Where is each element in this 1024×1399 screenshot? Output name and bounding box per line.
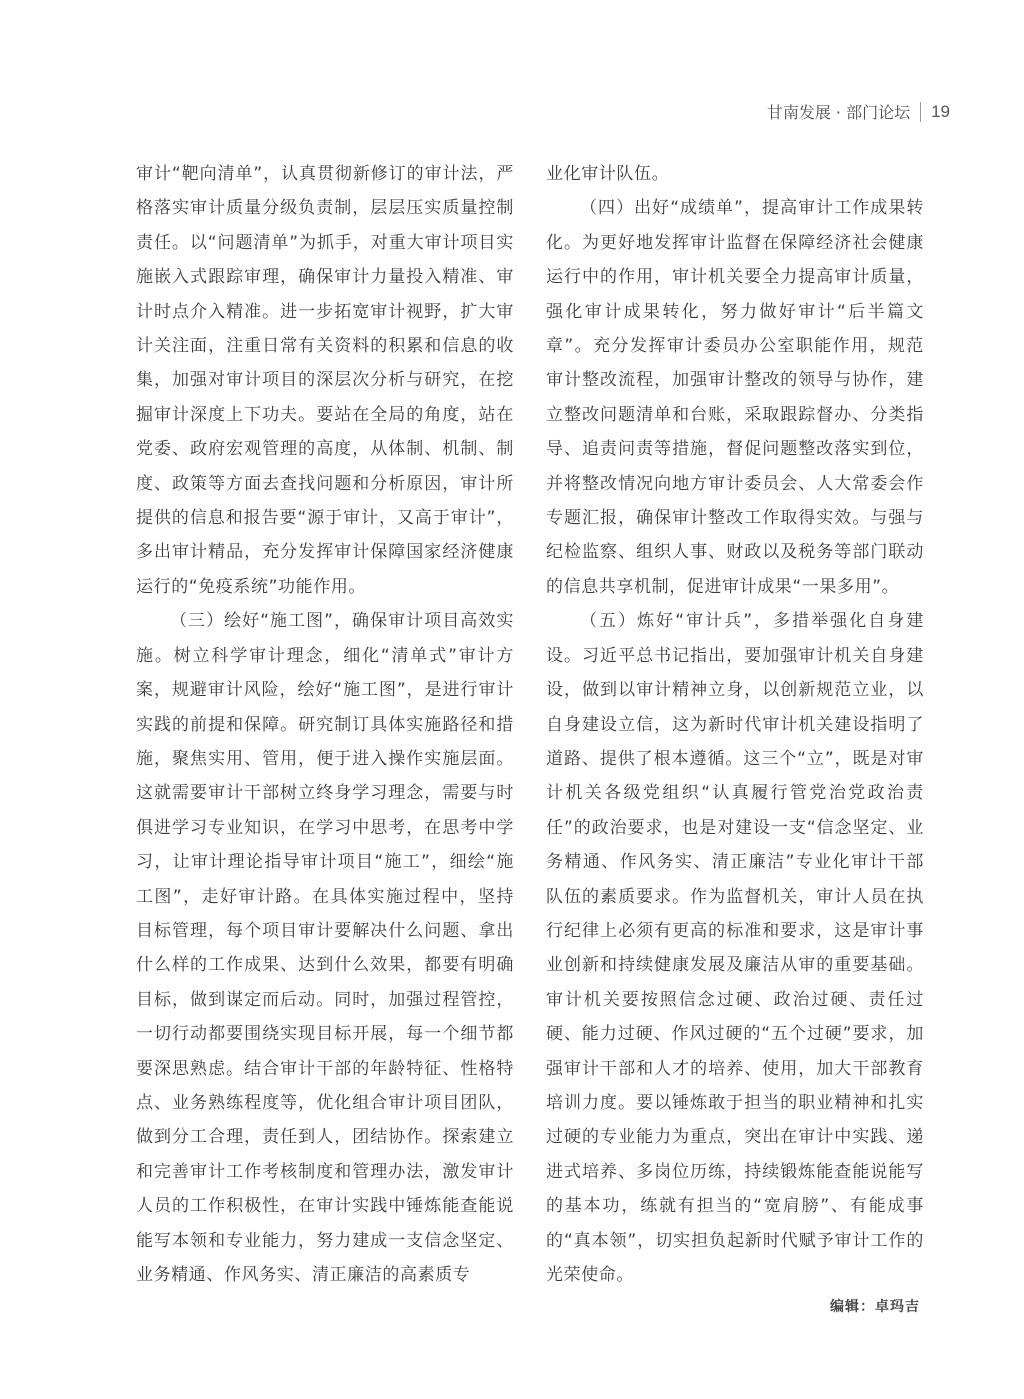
header-divider <box>920 102 921 122</box>
paragraph-section-four: （四）出好“成绩单”，提高审计工作成果转化。为更好地发挥审计监督在保障经济社会健康运行中的作用，审计机关要全力提高审计质量，强化审计成果转化，努力做好审计“后半篇文章”。充分发挥审计委员办公室职能作用，规范审计整改流程，加强审计整改的领导与协作，建立整改问题清单和台账，采取跟踪督办、分类指导、追责问责等措施，督促问题整改落实到位，并将整改情况向地方审计委员会、人大常委会作专题汇报，确保审计整改工作取得实效。与强与纪检监察、组织人事、财政以及税务等部门联动的信息共享机制，促进审计成果“一果多用”。 <box>546 198 924 597</box>
page-number: 19 <box>931 101 950 121</box>
paragraph-section-five: （五）炼好“审计兵”，多措举强化自身建设。习近平总书记指出，要加强审计机关自身建设，做到以审计精神立身，以创新规范立业，以自身建设立信，这为新时代审计机关建设指明了道路、提供了根本遵循。这三个“立”，既是对审计机关各级党组织“认真履行管党治党政治责任”的政治要求，也是对建设一支“信念坚定、业务精通、作风务实、清正廉洁”专业化审计干部队伍的素质要求。作为监督机关，审计人员在执行纪律上必须有更高的标准和要求，这是审计事业创新和持续健康发展及廉洁从审的重要基础。审计机关要按照信念过硬、政治过硬、责任过硬、能力过硬、作风过硬的“五个过硬”要求，加强审计干部和人才的培养、使用，加大干部教育培训力度。要以锤炼敢于担当的职业精神和扎实过硬的专业能力为重点，突出在审计中实践、递进式培养、多岗位历练，持续锻炼能查能说能写的基本功，练就有担当的“宽肩膀”、有能成事的“真本领”，切实担负起新时代赋予审计工作的光荣使命。 <box>546 611 924 1285</box>
left-column <box>136 157 514 1292</box>
paragraph-continuation: 业化审计队伍。 <box>546 164 670 184</box>
paragraph-section-three: （三）绘好“施工图”，确保审计项目高效实施。树立科学审计理念，细化“清单式”审计方案，规避审计风险，绘好“施工图”，是进行审计实践的前提和保障。研究制订具体实施路径和措施，聚焦实用、管用，便于进入操作实施层面。这就需要审计干部树立终身学习理念，需要与时俱进学习专业知识，在学习中思考，在思考中学习，让审计理论指导审计项目“施工”，细绘“施工图”，走好审计路。在具体实施过程中，坚持目标管理，每个项目审计要解决什么问题、拿出什么样的工作成果、达到什么效果，都要有明确目标，做到谋定而后动。同时，加强过程管控，一切行动都要围绕实现目标开展，每一个细节都要深思熟虑。结合审计干部的年龄特征、性格特点、业务熟练程度等，优化组合审计项目团队，做到分工合理，责任到人，团结协作。探索建立和完善审计工作考核制度和管理办法，激发审计人员的工作积极性，在审计实践中锤炼能查能说能写本领和专业能力，努力建成一支信念坚定、业务精通、作风务实、清正廉洁的高素质专 <box>136 611 514 1285</box>
running-header <box>767 100 950 123</box>
right-column <box>546 157 924 1292</box>
header-title: 甘南发展 · 部门论坛 <box>766 103 911 122</box>
editor-credit: 编辑：卓玛吉 <box>830 1299 920 1315</box>
paragraph-audit-list-continued: 审计“靶向清单”，认真贯彻新修订的审计法，严格落实审计质量分级负责制，层层压实质量控制责任。以“问题清单”为抓手，对重大审计项目实施嵌入式跟踪审理，确保审计力量投入精准、审计时点介入精准。进一步拓宽审计视野，扩大审计关注面，注重日常有关资料的积累和信息的收集，加强对审计项目的深层次分析与研究，在挖掘审计深度上下功夫。要站在全局的角度，站在党委、政府宏观管理的高度，从体制、机制、制度、政策等方面去查找问题和分析原因，审计所提供的信息和报告要“源于审计，又高于审计”，多出审计精品，充分发挥审计保障国家经济健康运行的“免疫系统”功能作用。 <box>136 164 514 597</box>
